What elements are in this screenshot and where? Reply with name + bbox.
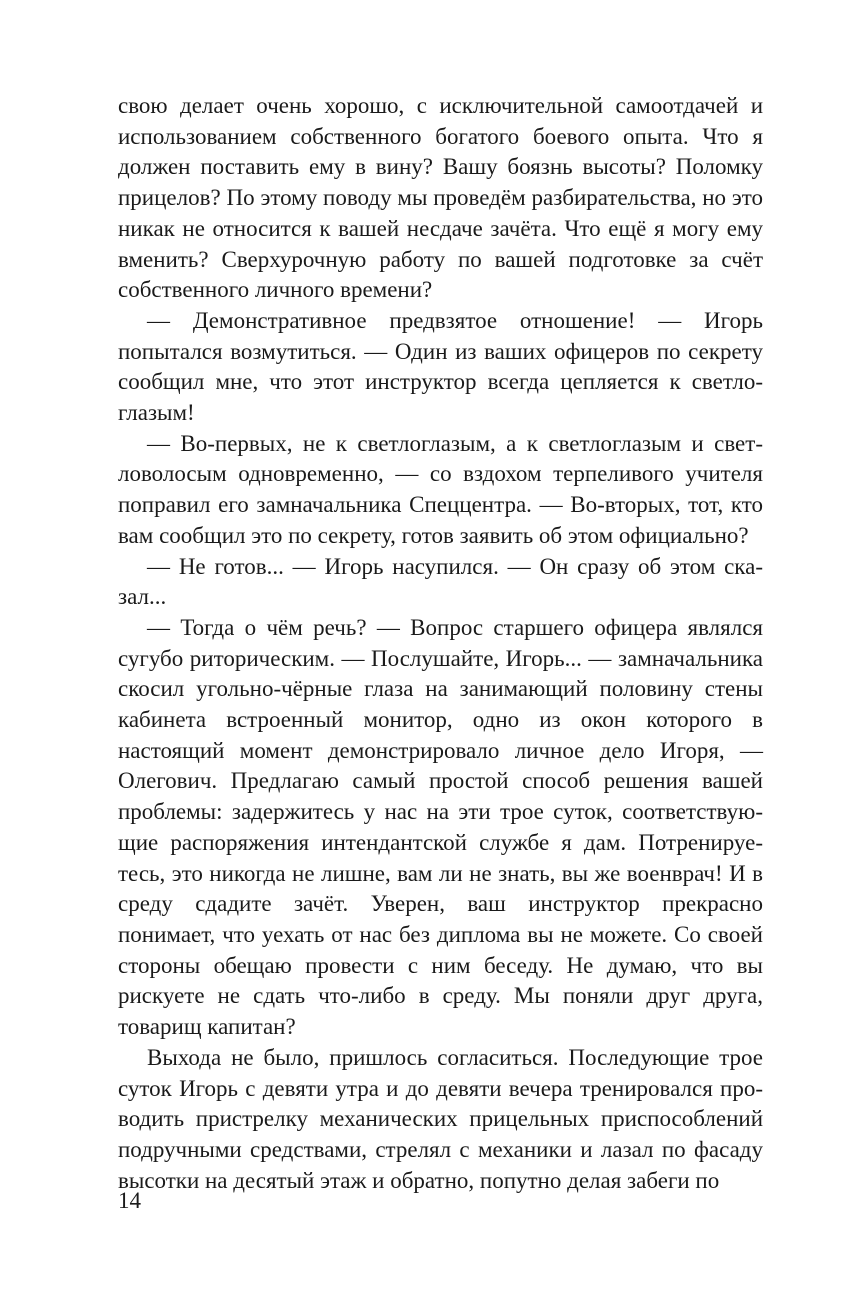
paragraph-dialogue-deputy-reply: — Во-первых, не к светлоглазым, а к светлоглазым и светловолосым одновременно, — со вздохом терпеливого учителя поправил его замначальника Спеццентра. — Во-вторых, тот, кто вам сообщил это по секрету, готов заявить об этом официально?: [118, 430, 763, 548]
paragraph-narration-training: Выхода не было, пришлось согласиться. Последующие трое суток Игорь с девяти утра и до девяти вечера тренировался проводить пристрелку механических прицельных приспособлений подручными средствами, стрелял с механики и лазал по фасаду высотки на десятый этаж и обратно, попутно делая забеги по: [118, 1044, 763, 1193]
page-number: 14: [118, 1188, 141, 1213]
paragraph-continuation: свою делает очень хорошо, с исключительной самоотдачей и использованием собственного богатого боевого опыта. Что я должен поставить ему в вину? Вашу боязнь высоты? Поломку прицелов? По этому поводу мы проведём разбирательства, но это никак не относится к вашей несдаче зачёта. Что ещё я могу ему вменить? Сверхурочную работу по вашей подготовке за счёт собственного личного времени?: [118, 93, 763, 303]
page-body-text: [118, 91, 763, 1196]
paragraph-dialogue-deputy-proposal: — Тогда о чём речь? — Вопрос старшего офицера являлся сугубо риторическим. — Послушайте, Игорь... — замначальника скосил угольно-чёрные глаза на занимающий половину стены кабинета встроенный монитор, одно из окон которого в настоящий момент демонстрировало личное дело Игоря, — Олегович. Предлагаю самый простой способ решения вашей проблемы: задержитесь у нас на эти трое суток, соответствующие распоряжения интендантской службе я дам. Потренируетесь, это никогда не лишне, вам ли не знать, вы же военврач! И в среду сдадите зачёт. Уверен, ваш инструктор прекрасно понимает, что уехать от нас без диплома вы не можете. Со своей стороны обещаю провести с ним беседу. Не думаю, что вы рискуете не сдать что-либо в среду. Мы поняли друг друга, товарищ капитан?: [118, 614, 763, 1040]
paragraph-dialogue-igor-not-ready: — Не готов... — Игорь насупился. — Он сразу об этом сказал...: [118, 553, 763, 610]
paragraph-dialogue-igor: — Демонстративное предвзятое отношение! — Игорь попытался возмутиться. — Один из ваших офицеров по секрету сообщил мне, что этот инструктор всегда цепляется к светлоглазым!: [118, 307, 763, 426]
